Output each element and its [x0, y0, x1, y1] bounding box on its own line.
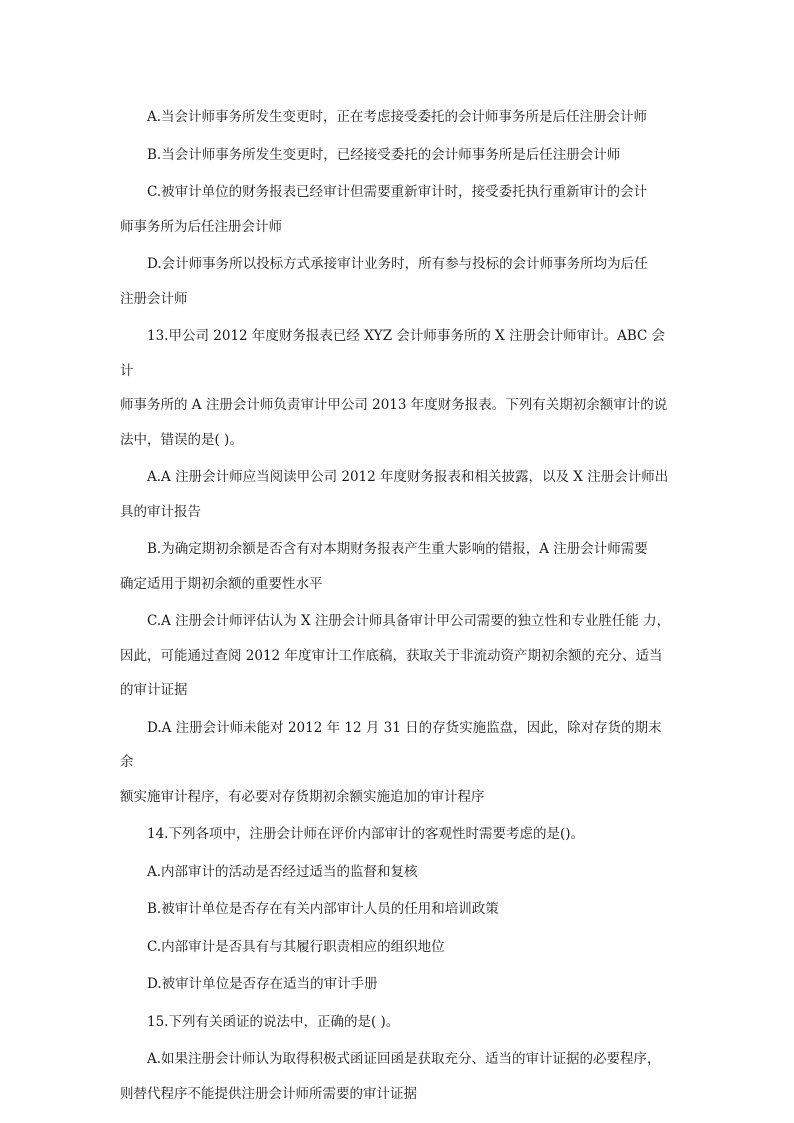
text-line: 因此，可能通过查阅 2012 年度审计工作底稿，获取关于非流动资产期初余额的充分、适当: [120, 647, 663, 664]
paragraph-p14: [120, 967, 674, 1002]
text-line: D.A 注册会计师未能对 2012 年 12 月 31 日的存货实施监盘，因此，除对存货的期末余: [120, 719, 662, 770]
paragraph-p1: [120, 100, 674, 135]
text-line: 13.甲公司 2012 年度财务报表已经 XYZ 会计师事务所的 X 注册会计师审计。ABC 会计: [120, 328, 666, 379]
text-line: 法中，错误的是( )。: [120, 431, 243, 448]
paragraph-p3: [120, 175, 674, 244]
text-line: A.如果注册会计师认为取得积极式函证回函是获取充分、适当的审计证据的必要程序，: [147, 1051, 661, 1067]
paragraph-p8: [120, 604, 674, 708]
text-line: C.被审计单位的财务报表已经审计但需要重新审计时，接受委托执行重新审计的会计: [147, 184, 648, 200]
paragraph-p9: [120, 711, 674, 815]
paragraph-p16: [120, 1042, 674, 1111]
text-line: 师事务所的 A 注册会计师负责审计甲公司 2013 年度财务报表。下列有关期初余额审计的说: [120, 397, 668, 413]
text-line: A.内部审计的活动是否经过适当的监督和复核: [147, 863, 418, 880]
text-line: 14.下列各项中，注册会计师在评价内部审计的客观性时需要考虑的是()。: [147, 826, 585, 842]
text-line: B.被审计单位是否存在有关内部审计人员的任用和培训政策: [147, 901, 499, 917]
paragraph-p13: [120, 930, 674, 965]
paragraph-p2: [120, 138, 674, 173]
text-line: D.被审计单位是否存在适当的审计手册: [147, 976, 378, 992]
text-line: 具的审计报告: [120, 503, 201, 520]
paragraph-p6: [120, 460, 674, 529]
text-line: 确定适用于期初余额的重要性水平: [120, 575, 323, 592]
paragraph-p10: [120, 817, 674, 852]
paragraph-p4: [120, 247, 674, 316]
text-line: B.为确定期初余额是否含有对本期财务报表产生重大影响的错报，A 注册会计师需要: [147, 541, 648, 557]
text-line: 师事务所为后任注册会计师: [120, 218, 282, 235]
text-line: C.内部审计是否具有与其履行职责相应的组织地位: [147, 938, 445, 955]
text-line: B.当会计师事务所发生变更时，已经接受委托的会计师事务所是后任注册会计师: [147, 146, 621, 163]
paragraph-p11: [120, 855, 674, 890]
text-line: C.A 注册会计师评估认为 X 注册会计师具备审计甲公司需要的独立性和专业胜任能 力，: [147, 613, 671, 629]
paragraph-p15: [120, 1005, 674, 1040]
paragraph-p7: [120, 532, 674, 601]
paragraph-p5: [120, 319, 674, 457]
text-line: A.当会计师事务所发生变更时，正在考虑接受委托的会计师事务所是后任注册会计师: [147, 109, 648, 125]
text-line: 的审计证据: [120, 682, 188, 698]
text-line: A.A 注册会计师应当阅读甲公司 2012 年度财务报表和相关披露，以及 X 注册会计师出: [147, 469, 669, 485]
text-line: 注册会计师: [120, 290, 188, 307]
text-line: 额实施审计程序，有必要对存货期初余额实施追加的审计程序: [120, 788, 485, 805]
text-line: 15.下列有关函证的说法中，正确的是( )。: [147, 1013, 400, 1030]
text-line: D.会计师事务所以投标方式承接审计业务时，所有参与投标的会计师事务所均为后任: [147, 256, 648, 272]
text-line: 则替代程序不能提供注册会计师所需要的审计证据: [120, 1085, 417, 1102]
paragraph-p12: [120, 892, 674, 927]
